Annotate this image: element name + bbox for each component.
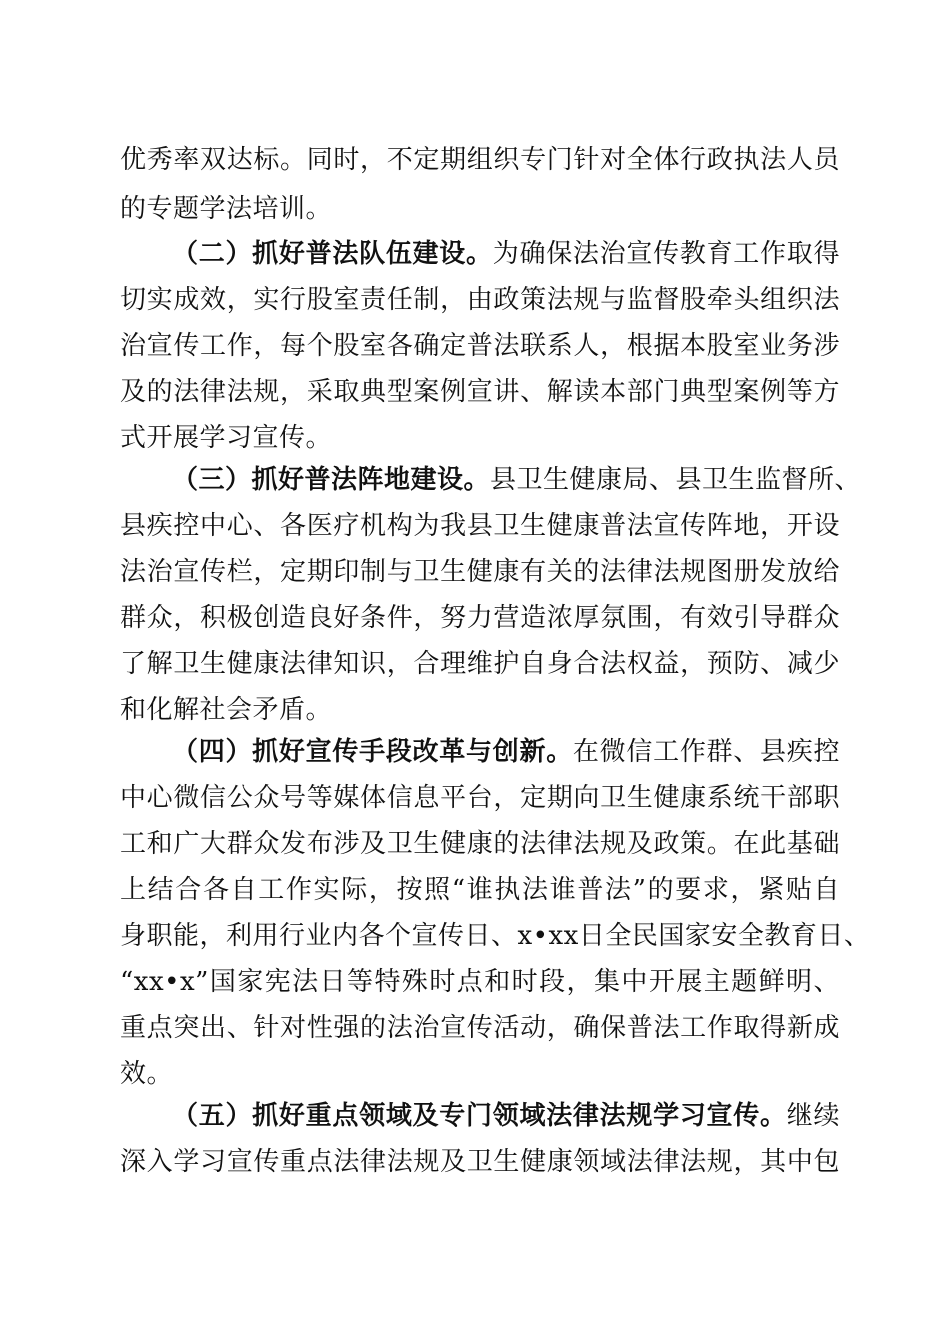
body-text-line: 效。	[120, 1059, 174, 1089]
section-text: 县卫生健康局、县卫生监督所、	[490, 465, 862, 495]
body-text-line: 及的法律法规，采取典型案例宣讲、解读本部门典型案例等方	[120, 377, 840, 407]
body-text-line: 治宣传工作，每个股室各确定普法联系人，根据本股室业务涉	[120, 331, 840, 361]
section-paragraph-first-line	[172, 1091, 840, 1141]
section-heading: （五）抓好重点领域及专门领域法律法规学习宣传。	[172, 1101, 787, 1131]
body-text-line: 深入学习宣传重点法律法规及卫生健康领域法律法规，其中包	[120, 1147, 840, 1177]
section-heading: （二）抓好普法队伍建设。	[172, 239, 493, 269]
body-text-line: 身职能，利用行业内各个宣传日、x•xx日全民国家安全教育日、	[120, 921, 871, 951]
body-text-line: 法治宣传栏，定期印制与卫生健康有关的法律法规图册发放给	[120, 557, 840, 587]
section-text: 为确保法治宣传教育工作取得	[492, 239, 840, 269]
body-text-line: 工和广大群众发布涉及卫生健康的法律法规及政策。在此基础	[120, 829, 840, 859]
body-text-line: “xx•x”国家宪法日等特殊时点和时段，集中开展主题鲜明、	[120, 967, 840, 997]
section-paragraph-first-line	[172, 727, 840, 777]
body-text-line: 优秀率双达标。同时，不定期组织专门针对全体行政执法人员	[120, 145, 840, 175]
body-text-line: 式开展学习宣传。	[120, 423, 333, 453]
body-text-line: 县疾控中心、各医疗机构为我县卫生健康普法宣传阵地，开设	[120, 511, 840, 541]
body-text-line: 的专题学法培训。	[120, 194, 333, 224]
section-text: 在微信工作群、县疾控	[572, 737, 840, 767]
body-text-line: 重点突出、针对性强的法治宣传活动，确保普法工作取得新成	[120, 1013, 840, 1043]
body-text-line: 和化解社会矛盾。	[120, 695, 333, 725]
section-text: 继续	[786, 1101, 840, 1131]
body-text-line: 了解卫生健康法律知识，合理维护自身合法权益，预防、减少	[120, 649, 840, 679]
body-text-line: 切实成效，实行股室责任制，由政策法规与监督股牵头组织法	[120, 285, 840, 315]
body-text-line: 上结合各自工作实际，按照“谁执法谁普法”的要求，紧贴自	[120, 875, 840, 905]
section-heading: （四）抓好宣传手段改革与创新。	[172, 737, 573, 767]
body-text-line: 中心微信公众号等媒体信息平台，定期向卫生健康系统干部职	[120, 783, 840, 813]
section-heading: （三）抓好普法阵地建设。	[172, 465, 491, 495]
body-text-line: 群众，积极创造良好条件，努力营造浓厚氛围，有效引导群众	[120, 603, 840, 633]
section-paragraph-first-line	[172, 455, 862, 505]
section-paragraph-first-line	[172, 229, 840, 279]
